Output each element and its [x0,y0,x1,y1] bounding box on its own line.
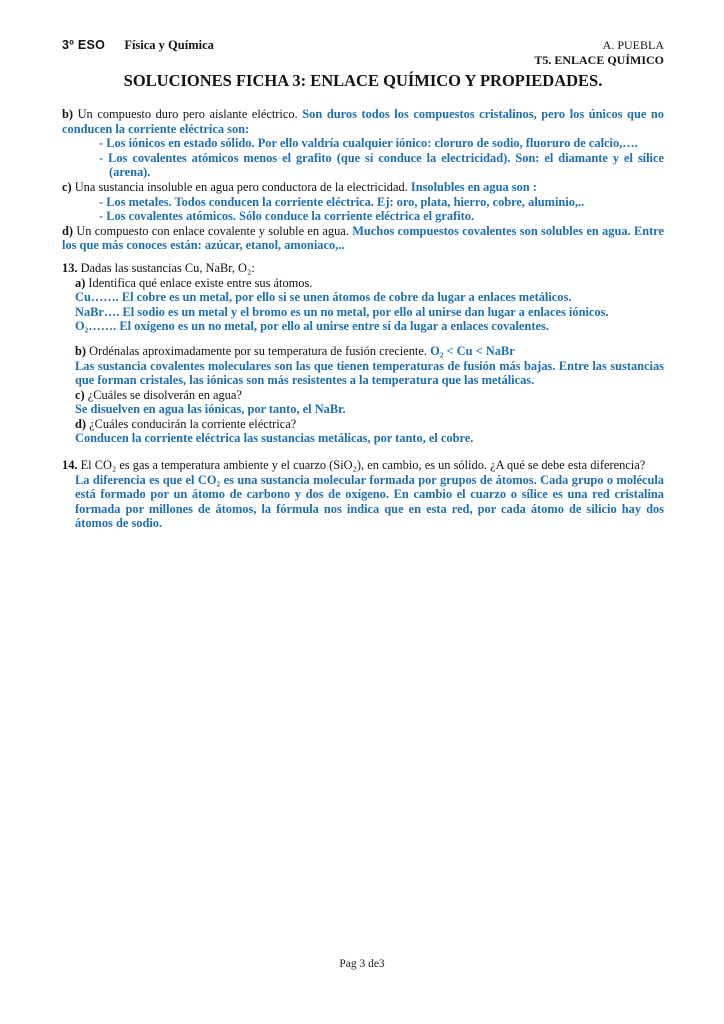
exercise14-statement [62,458,664,473]
page-title: SOLUCIONES FICHA 3: ENLACE QUÍMICO Y PROPIEDADES. [123,71,603,90]
exercise13-answer-nabr: NaBr…. El sodio es un metal y el bromo es un no metal, por ello al unirse dan lugar a enlaces iónicos. [75,304,609,319]
exercise14-answer: La diferencia es que el CO₂ es una sustancia molecular formada por grupos de átomos. Cada grupo o molécula está formado por un átomo de carbono y dos de oxígeno. En cambio el cuarzo o sílice es una red cristalina formada por millones de átomos, la fórmula nos indica que en esta red, por cada átomo de silicio hay dos átomos de sodio. [75,472,664,531]
exercise13-answer-c: Se disuelven en agua las iónicas, por tanto, el NaBr. [75,402,346,417]
exercise12-item-c-bullet-2: - Los covalentes atómicos. Sólo conduce la corriente eléctrica el grafito. [99,209,475,224]
exercise13-part-c [75,388,664,403]
question-text: Un compuesto con enlace covalente y soluble en agua. [73,223,353,238]
course-label: 3º ESO [62,38,106,52]
exercise-number: 13. [62,260,78,275]
answer-text: Insolubles en agua son : [410,179,537,194]
question-text: ¿Cuáles se disolverán en agua? [84,387,242,402]
item-marker: b) [75,343,87,358]
exercise12-item-d [62,224,664,253]
unit-label: T5. ENLACE QUÍMICO [534,53,664,67]
exercise13-part-a [75,276,664,291]
exercise13-answer-d: Conducen la corriente eléctrica las sustancias metálicas, por tanto, el cobre. [75,431,474,446]
exercise13-part-b [75,344,664,359]
exercise13-part-d [75,417,664,432]
exercise-number: 14. [62,458,78,473]
exercise12-item-b-bullet-2: - Los covalentes atómicos menos el grafito (que sí conduce la electricidad). Son: el diamante y el sílice (arena). [99,150,664,180]
item-marker: a) [75,275,86,290]
header-right [534,38,664,68]
question-text: Una sustancia insoluble en agua pero conductora de la electricidad. [71,179,411,194]
exercise13-answer-b: Las sustancia covalentes moleculares son las que tienen temperaturas de fusión más bajas. Entre las sustancias que forman cristales, las iónicas son más resistentes a la temperatura que las metálicas. [75,358,664,388]
exercise12-item-b-bullet-1: - Los iónicos en estado sólido. Por ello valdría cualquier iónico: cloruro de sodio, fluoruro de calcio,…. [99,136,638,151]
item-marker: d) [62,223,74,238]
item-marker: b) [62,107,74,121]
document-body [62,107,664,531]
author-label: A. PUEBLA [602,38,664,52]
page-footer [0,957,724,972]
exercise13-answer-cu: Cu……. El cobre es un metal, por ello si se unen átomos de cobre da lugar a enlaces metálicos. [75,290,572,305]
exercise12-item-c-bullet-1: - Los metales. Todos conducen la corriente eléctrica. Ej: oro, plata, hierro, cobre, aluminio,.. [99,194,585,209]
item-marker: d) [75,416,87,431]
question-text: Un compuesto duro pero aislante eléctrico. [73,107,303,121]
page-header [62,38,664,68]
item-marker: c) [62,179,72,194]
item-marker: c) [75,387,85,402]
answer-text: Muchos compuestos covalentes son solubles en agua. Entre los que más conoces están: azúcar, etanol, amoniaco,.. [62,223,665,253]
answer-text: Son duros todos los compuestos cristalinos, pero los únicos que no conducen la corriente eléctrica son: [62,107,665,136]
statement-text: Dadas las sustancias Cu, NaBr, O₂: [77,260,255,275]
page-number: Pag 3 de3 [339,958,385,971]
question-text: Identifica qué enlace existe entre sus átomos. [85,275,313,290]
exercise12-item-c [62,180,664,195]
header-left [62,38,214,53]
exercise12-item-b [62,107,664,136]
question-text: ¿Cuáles conducirán la corriente eléctrica? [86,416,297,431]
inline-answer-text: O₂ < Cu < NaBr [430,343,515,358]
exercise13-answer-o2: O₂……. El oxígeno es un no metal, por ello al unirse entre sí da lugar a enlaces covalentes. [75,319,549,334]
statement-text: El CO₂ es gas a temperatura ambiente y el cuarzo (SiO₂), en cambio, es un sólido. ¿A qué se debe esta diferencia? [77,458,646,473]
question-text: Ordénalas aproximadamente por su temperatura de fusión creciente. [86,343,431,358]
subject-label: Física y Química [124,38,214,52]
exercise13-statement [62,261,664,276]
